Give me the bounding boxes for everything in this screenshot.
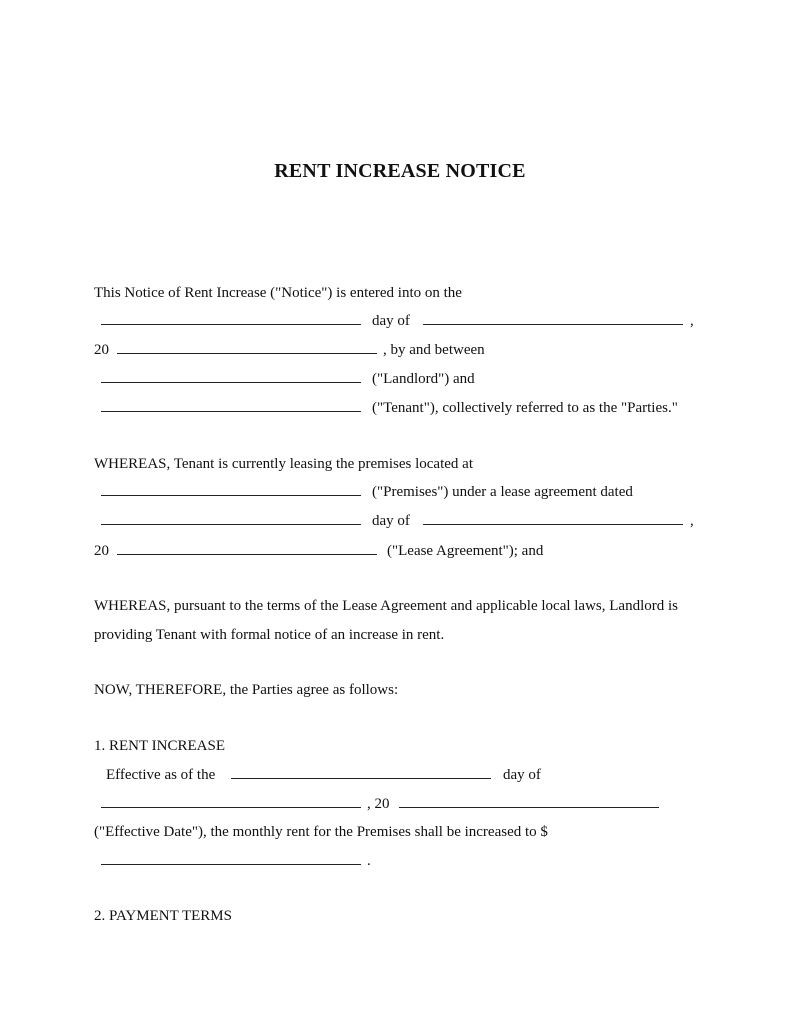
lease-agreement-label: ("Lease Agreement"); and	[387, 543, 544, 559]
whereas1-line: WHEREAS, Tenant is currently leasing the premises located at	[94, 456, 473, 472]
tenant-name-field[interactable]	[101, 411, 361, 412]
effective-as-of-label: Effective as of the	[106, 767, 216, 783]
effective-day-of-label: day of	[503, 767, 541, 783]
intro-day-of-label: day of	[372, 313, 410, 329]
rent-period: .	[367, 853, 371, 869]
lease-comma: ,	[690, 513, 694, 529]
premises-label: ("Premises") under a lease agreement dated	[372, 484, 633, 500]
lease-year-prefix: 20	[94, 543, 109, 559]
lease-date-month-field[interactable]	[423, 524, 683, 525]
section2-heading: 2. PAYMENT TERMS	[94, 908, 232, 924]
effective-year-prefix: , 20	[367, 796, 390, 812]
lease-date-day-field[interactable]	[101, 524, 361, 525]
whereas2-line1: WHEREAS, pursuant to the terms of the Lease Agreement and applicable local laws, Landlord is	[94, 598, 678, 614]
intro-date-day-field[interactable]	[101, 324, 361, 325]
now-therefore: NOW, THEREFORE, the Parties agree as follows:	[94, 682, 399, 698]
document-title: RENT INCREASE NOTICE	[274, 160, 526, 182]
effective-date-line: ("Effective Date"), the monthly rent for the Premises shall be increased to $	[94, 824, 548, 840]
intro-year-field[interactable]	[117, 353, 377, 354]
whereas2-line2: providing Tenant with formal notice of an increase in rent.	[94, 627, 445, 643]
intro-comma: ,	[690, 313, 694, 329]
intro-by-and-between: , by and between	[383, 342, 485, 358]
intro-year-prefix: 20	[94, 342, 109, 358]
section1-heading: 1. RENT INCREASE	[94, 738, 225, 754]
lease-year-field[interactable]	[117, 554, 377, 555]
intro-line: This Notice of Rent Increase ("Notice") is entered into on the	[94, 285, 462, 301]
landlord-name-field[interactable]	[101, 382, 361, 383]
landlord-label: ("Landlord") and	[372, 371, 475, 387]
effective-day-field[interactable]	[231, 778, 491, 779]
tenant-label: ("Tenant"), collectively referred to as the "Parties."	[372, 400, 678, 416]
lease-day-of-label: day of	[372, 513, 410, 529]
new-rent-amount-field[interactable]	[101, 864, 361, 865]
premises-address-field[interactable]	[101, 495, 361, 496]
effective-year-field[interactable]	[399, 807, 659, 808]
intro-date-month-field[interactable]	[423, 324, 683, 325]
effective-month-field[interactable]	[101, 807, 361, 808]
